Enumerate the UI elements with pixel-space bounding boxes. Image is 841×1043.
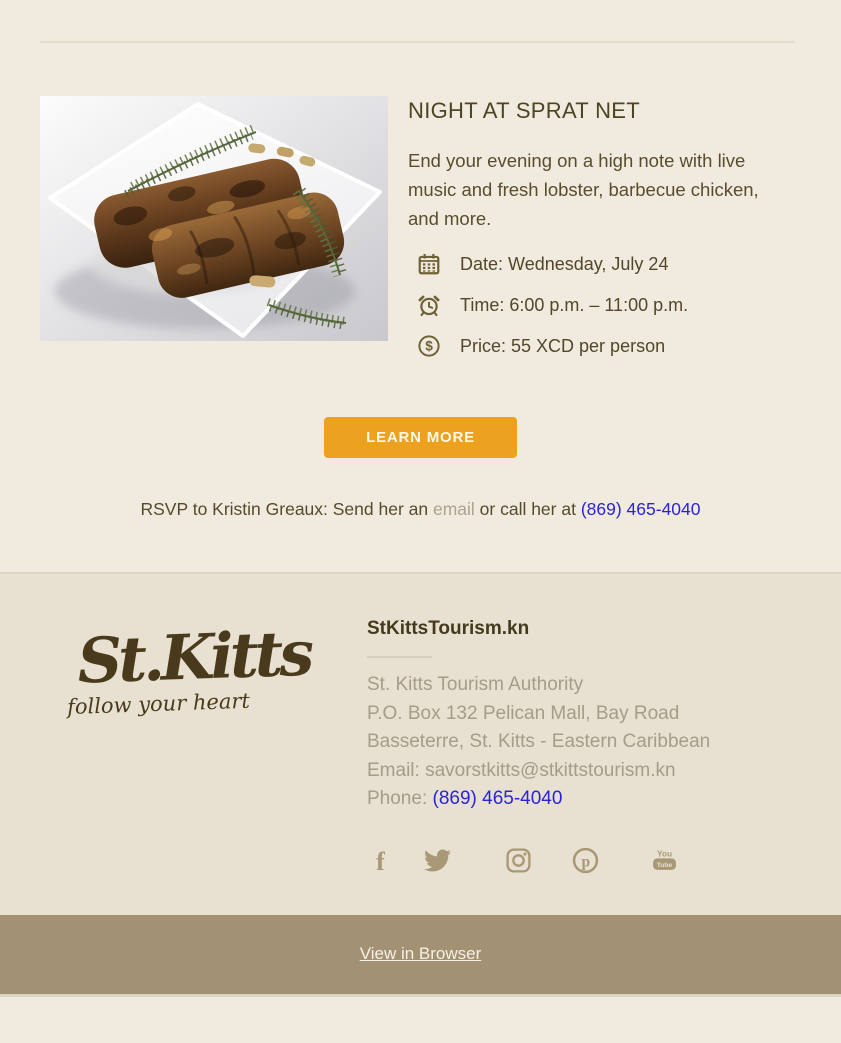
alarm-clock-icon	[417, 293, 441, 317]
footer-phone-link[interactable]: (869) 465-4040	[432, 788, 563, 809]
email-body	[0, 41, 841, 572]
event-title: NIGHT AT SPRAT NET	[408, 98, 640, 123]
event-details-list	[408, 252, 795, 358]
rsvp-line	[0, 499, 841, 572]
rsvp-text-prefix: RSVP to Kristin Greaux: Send her an	[140, 499, 433, 519]
footer-divider	[367, 656, 432, 658]
event-detail-price	[408, 334, 795, 358]
view-in-browser-link[interactable]: View in Browser	[359, 944, 482, 963]
footer-phone-line	[367, 785, 796, 814]
event-description: End your evening on a high note with live music and fresh lobster, barbecue chicken, and more.	[408, 150, 759, 229]
instagram-icon[interactable]	[505, 847, 532, 874]
facebook-icon[interactable]	[367, 847, 394, 874]
event-detail-date	[408, 252, 795, 276]
footer-email-value: savorstkitts@stkittstourism.kn	[425, 759, 676, 781]
rsvp-phone-link[interactable]: (869) 465-4040	[580, 499, 701, 519]
dollar-circle-icon	[417, 334, 441, 358]
footer-address-line: St. Kitts Tourism Authority	[367, 674, 584, 695]
event-block	[0, 43, 841, 358]
social-icons-row	[367, 847, 796, 915]
footer-email-line	[367, 757, 796, 786]
event-photo-ribs	[40, 96, 388, 341]
event-date-text: Date: Wednesday, July 24	[460, 253, 669, 274]
rsvp-email-link[interactable]: email	[432, 499, 475, 519]
svg-text:You: You	[656, 847, 673, 858]
footer-info-column	[367, 618, 796, 915]
ribs-photo-illustration	[40, 96, 388, 341]
stkitts-logo-wordmark: St.Kitts	[76, 616, 312, 698]
pinterest-icon[interactable]	[572, 847, 599, 874]
footer-email-label: Email:	[367, 759, 426, 781]
svg-text:f: f	[376, 846, 385, 874]
footer-phone-label: Phone:	[367, 788, 433, 809]
svg-text:$: $	[425, 338, 433, 354]
svg-text:p: p	[581, 853, 591, 871]
rsvp-text-middle: or call her at	[474, 499, 581, 519]
calendar-icon	[417, 252, 441, 276]
event-time-text: Time: 6:00 p.m. – 11:00 p.m.	[460, 294, 689, 315]
footer-address	[367, 671, 796, 814]
event-detail-time	[408, 293, 795, 317]
footer-address-line: Basseterre, St. Kitts - Eastern Caribbean	[367, 731, 711, 752]
svg-text:Tube: Tube	[656, 861, 673, 869]
learn-more-button[interactable]: LEARN MORE	[324, 417, 517, 458]
stkitts-logo[interactable]	[38, 616, 333, 720]
footer-address-line: P.O. Box 132 Pelican Mall, Bay Road	[367, 702, 680, 724]
event-info-column	[408, 96, 795, 358]
event-price-text: Price: 55 XCD per person	[460, 335, 666, 356]
stkitts-logo-tagline: follow your heart	[66, 688, 251, 720]
logo-column	[40, 618, 332, 915]
twitter-icon[interactable]	[424, 847, 451, 874]
email-footer	[0, 572, 841, 915]
footer-site-title: StKittsTourism.kn	[367, 618, 530, 639]
bottom-bar	[0, 915, 841, 997]
youtube-icon[interactable]	[651, 847, 678, 874]
cta-wrap	[0, 417, 841, 458]
